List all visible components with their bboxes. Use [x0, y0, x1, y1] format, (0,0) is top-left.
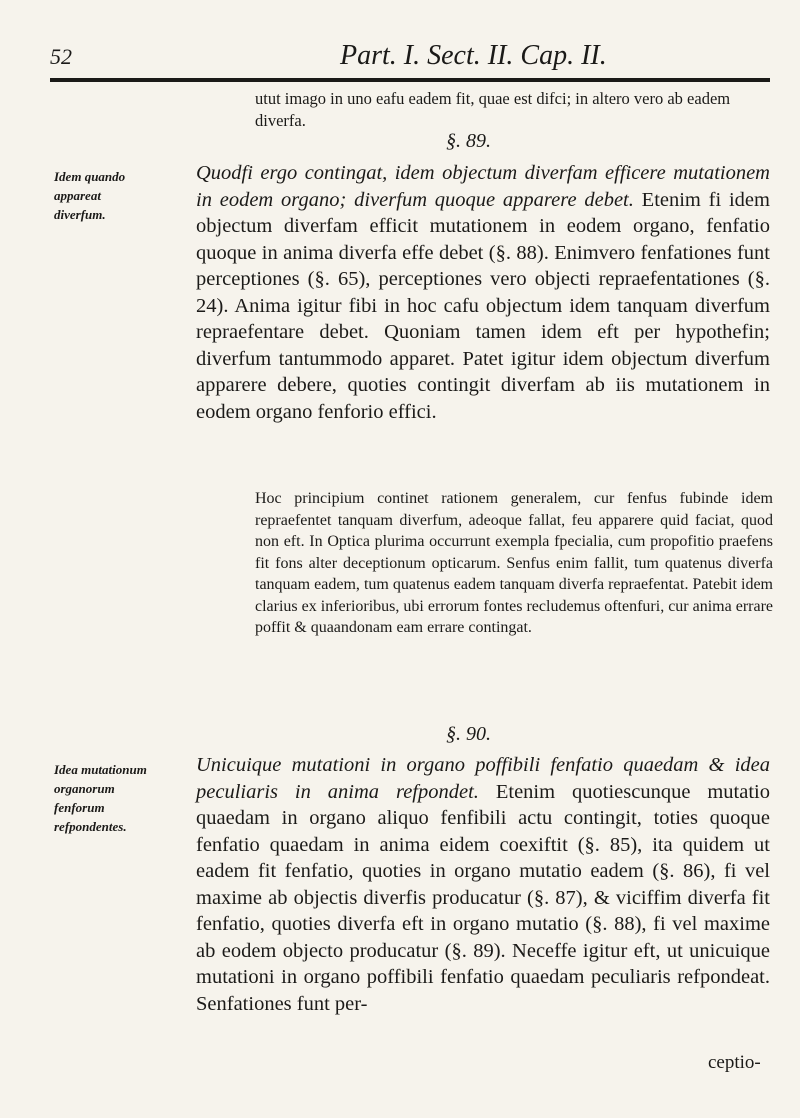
section-number-89: §. 89.: [446, 130, 491, 152]
page-header: [50, 40, 770, 76]
section-90-text: [196, 752, 770, 1017]
running-title: Part. I. Sect. II. Cap. II.: [340, 40, 607, 71]
page-number: 52: [50, 44, 72, 69]
margin-note-89: Idem quando appareat diverfum.: [54, 169, 126, 222]
catchword: ceptio-: [708, 1052, 761, 1073]
section-89-text: [196, 160, 770, 425]
section-89-note: Hoc principium continet rationem generalem, cur fenfus fubinde idem repraefentet tanquam diverfum, adeoque fallat, feu apparere quid faciat, quod non eft. In Optica plurima occurrunt exempla fpecialia, cum propofitio praefens fit fons alter deceptionum opticarum. Senfus enim fallit, tum quatenus diverfa tanquam eadem, tum quatenus eadem tanquam diverfa repraefentat. Patebit idem clarius ex inferioribus, ubi errorum fontes recludemus oftenfuri, cur anima errare poffit & quaandonam eam errare contingat.: [255, 490, 774, 636]
intro-text: utut imago in uno eafu eadem fit, quae est difci; in altero vero ab eadem diverfa.: [255, 89, 731, 130]
section-89-body: Etenim fi idem objectum diverfam efficit mutationem in eodem organo, fenfatio quoque in anima diverfa effe debet (§. 88). Enimvero fenfationes funt perceptiones (§. 65), perceptiones vero objecti repraefentationes (§. 24). Anima igitur fibi in hoc cafu objectum idem tanquam diverfum repraefentare debet. Quoniam tamen idem eft per hypothefin; diverfum tantummodo apparet. Patet igitur idem objectum diverfum apparere debere, quoties contingit diverfam ab iis mutationem in eodem organo fenforio effici.: [196, 188, 770, 423]
section-90-body: Etenim quotiescunque mutatio quaedam in organo aliquo fenfibili actu contingit, toties quoque fenfatio quaedam in anima eidem coexiftit (§. 85), ita quidem ut eadem fit fenfatio, quoties in organo mutatio eadem (§. 86), fi vel maxime ab objectis diverfis producatur (§. 87), & viciffim diverfa fit fenfatio, quoties diverfa eft in organo mutatio (§. 88), fi vel maxime ab eodem objecto producatur (§. 89). Neceffe igitur eft, ut unicuique mutationi in organo poffibili fenfatio quaedam peculiaris refpondeat. Senfationes funt per-: [196, 780, 770, 1015]
section-number-90: §. 90.: [446, 723, 491, 745]
section-89-lead: Quodfi ergo contingat, idem objectum diverfam efficere mutationem in eodem organo; diverfum quoque apparere debet.: [196, 162, 770, 211]
section-90-lead: Unicuique mutationi in organo poffibili fenfatio quaedam & idea peculiaris in anima refpondet.: [196, 754, 770, 803]
header-rule: [50, 78, 770, 82]
margin-note-90: Idea mutationum organorum fenforum refpondentes.: [54, 762, 147, 834]
